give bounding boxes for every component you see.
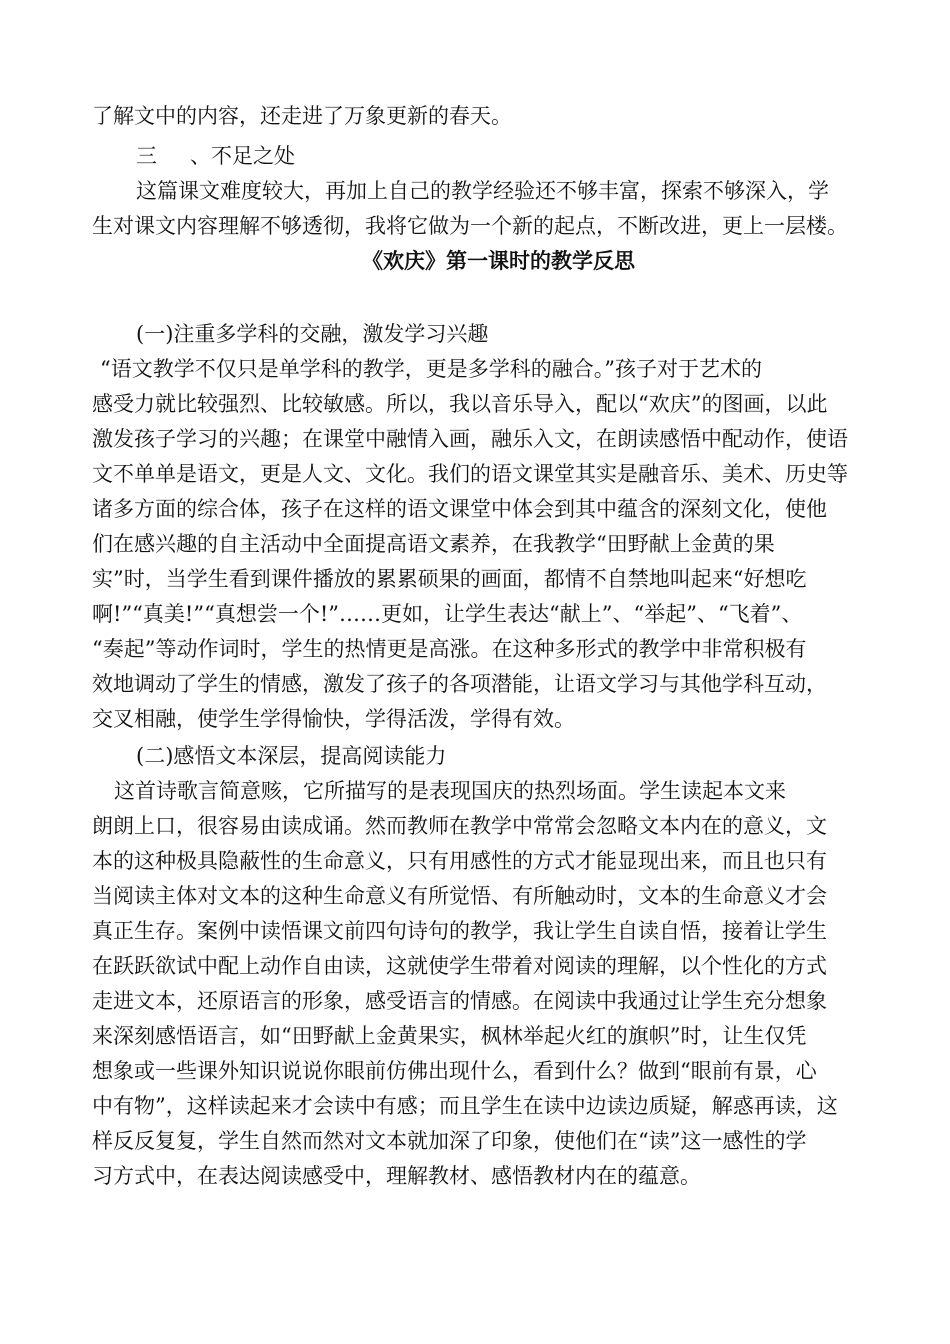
part1-line: 效地调动了学生的情感，激发了孩子的各项潜能，让语文学习与其他学科互动， [92, 672, 827, 696]
section3-para-line: 这篇课文难度较大，再加上自己的教学经验还不够丰富，探索不够深入，学 [136, 179, 829, 203]
part1-line: 文不单单是语文，更是人文、文化。我们的语文课堂其实是融音乐、美术、历史等 [92, 462, 848, 486]
part1-heading: (一)注重多学科的交融，激发学习兴趣 [136, 322, 489, 346]
part1-line: “语文教学不仅只是单学科的教学，更是多学科的融合。”孩子对于艺术的 [100, 357, 762, 381]
section3-heading-number: 三 [136, 144, 157, 168]
part1-line: 交叉相融，使学生学得愉快，学得活泼，学得有效。 [92, 707, 575, 731]
part2-line: 来深刻感悟语言，如“田野献上金黄果实，枫林举起火红的旗帜”时，让生仅凭 [92, 1024, 807, 1048]
part1-line: 激发孩子学习的兴趣；在课堂中融情入画，融乐入文，在朗读感悟中配动作，使语 [92, 427, 848, 451]
part2-line: 走进文本，还原语言的形象，感受语言的情感。在阅读中我通过让学生充分想象 [92, 989, 827, 1013]
part1-line: “奏起”等动作词时，学生的热情更是高涨。在这种多形式的教学中非常积极有 [92, 637, 807, 661]
part2-line: 本的这种极具隐蔽性的生命意义，只有用感性的方式才能显现出来，而且也只有 [92, 849, 827, 873]
section3-para-line: 生对课文内容理解不够透彻，我将它做为一个新的起点，不断改进，更上一层楼。 [92, 214, 848, 238]
part2-line: 这首诗歌言简意赅，它所描写的是表现国庆的热烈场面。学生读起本文来 [114, 779, 786, 803]
part2-line: 朗朗上口，很容易由读成诵。然而教师在教学中常常会忽略文本内在的意义，文 [92, 814, 827, 838]
part1-line: 诸多方面的综合体，孩子在这样的语文课堂中体会到其中蕴含的深刻文化，使他 [92, 497, 827, 521]
part1-line: 啊!”“真美!”“真想尝一个!”……更如，让学生表达“献上”、“举起”、“飞着”、 [92, 602, 803, 626]
part2-line: 想象或一些课外知识说说你眼前仿佛出现什么，看到什么？做到“眼前有景，心 [92, 1059, 817, 1083]
part2-line: 中有物”，这样读起来才会读中有感；而且学生在读中边读边质疑，解惑再读，这 [92, 1094, 838, 1118]
part2-line: 真正生存。案例中读悟课文前四句诗句的教学，我让学生自读自悟，接着让学生 [92, 919, 827, 943]
document-title: 《欢庆》第一课时的教学反思 [362, 249, 635, 273]
part2-heading: (二)感悟文本深层，提高阅读能力 [136, 744, 447, 768]
part1-line: 实”时，当学生看到课件播放的累累硕果的画面，都情不自禁地叫起来“好想吃 [92, 567, 807, 591]
part1-line: 感受力就比较强烈、比较敏感。所以，我以音乐导入，配以“欢庆”的图画，以此 [92, 392, 828, 416]
part2-line: 习方式中，在表达阅读感受中，理解教材、感悟教材内在的蕴意。 [92, 1164, 701, 1188]
part2-line: 在跃跃欲试中配上动作自由读，这就使学生带着对阅读的理解，以个性化的方式 [92, 954, 827, 978]
part2-line: 样反反复复，学生自然而然对文本就加深了印象，使他们在“读”这一感性的学 [92, 1129, 807, 1153]
opening-line: 了解文中的内容，还走进了万象更新的春天。 [92, 104, 512, 128]
section3-heading-text: 、不足之处 [190, 144, 295, 168]
part2-line: 当阅读主体对文本的这种生命意义有所觉悟、有所触动时，文本的生命意义才会 [92, 884, 827, 908]
part1-line: 们在感兴趣的自主活动中全面提高语文素养，在我教学“田野献上金黄的果 [92, 532, 775, 556]
